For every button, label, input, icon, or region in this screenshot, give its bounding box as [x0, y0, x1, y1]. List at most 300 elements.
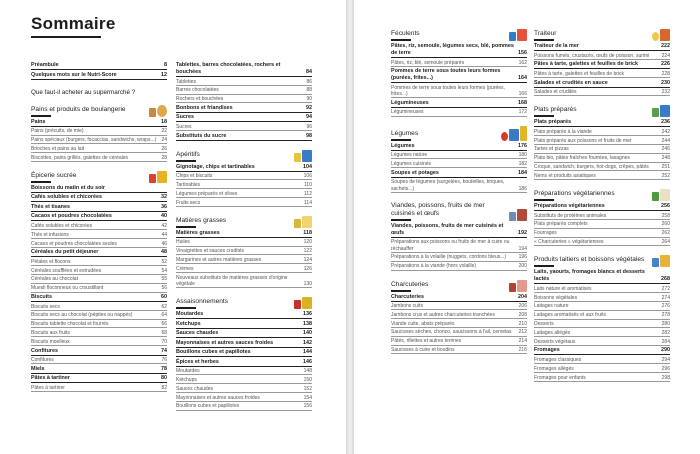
toc-page-number: 262	[661, 230, 670, 237]
toc-entry-label: Fromages allégés	[534, 365, 574, 372]
toc-page-number: 36	[161, 203, 167, 210]
toc-page-number: 62	[161, 303, 167, 310]
toc-entry-label: Laits nature et aromatisés	[534, 285, 592, 292]
toc-subentry[interactable]	[534, 321, 670, 328]
toc-entry-label: Mayonnaises et autres sauces froides	[176, 394, 260, 401]
toc-page-number: 148	[303, 368, 312, 375]
section-rule	[176, 307, 196, 309]
section-icons	[501, 126, 527, 141]
toc-entry[interactable]	[176, 105, 312, 113]
toc-page-number: 42	[161, 222, 167, 229]
section-header	[534, 29, 670, 41]
toc-page-number: 246	[661, 146, 670, 153]
toc-entry-label: « Charcuteries » végétariennes	[534, 239, 604, 246]
toc-entry[interactable]	[534, 119, 670, 127]
toc-page-number: 196	[518, 254, 527, 261]
toc-page-number: 112	[304, 190, 312, 197]
toc-entry[interactable]	[391, 43, 527, 58]
toc-subentry[interactable]	[391, 321, 527, 328]
toc-entry-label: Tablettes, barres chocolatées, rochers et bouchées	[176, 62, 281, 75]
toc-entry-label: Préparations végétariennes	[534, 203, 605, 210]
section-header	[176, 216, 312, 228]
toc-page-number: 154	[303, 394, 312, 401]
jar-icon	[520, 126, 527, 141]
toc-subentry[interactable]	[391, 329, 527, 336]
toc-subentry[interactable]	[31, 128, 167, 135]
toc-entry[interactable]	[176, 359, 312, 367]
toc-subentry[interactable]	[391, 60, 527, 67]
toc-entry-label: Préparations aux poissons ou fruits de mer à cuire ou réchauffer	[391, 239, 510, 252]
toc-entry[interactable]	[176, 62, 312, 77]
toc-subentry[interactable]	[176, 200, 312, 207]
section-icons	[652, 29, 670, 41]
toc-entry[interactable]	[31, 348, 167, 356]
toc-page-number: 162	[518, 59, 527, 66]
section-header	[176, 150, 312, 162]
toc-subentry[interactable]	[31, 312, 167, 319]
toc-entry-label: Miels	[31, 365, 45, 372]
toc-entry-label: Pommes de terre sous toutes leurs formes (purées, frites...)	[391, 68, 501, 82]
toc-page-number: 140	[303, 330, 312, 337]
toc-entry-label: Substituts de protéines animales	[534, 212, 607, 219]
toc-subentry[interactable]	[31, 385, 167, 392]
toc-entry[interactable]	[31, 119, 167, 127]
toc-entry[interactable]	[176, 164, 312, 172]
toc-entry[interactable]	[31, 366, 167, 374]
toc-subentry[interactable]	[31, 357, 167, 364]
toc-column-2	[176, 58, 312, 412]
toc-subentry[interactable]	[534, 173, 670, 180]
toc-page-number: 282	[661, 329, 670, 336]
toc-entry-label: Bouillons cubes et papillotes	[176, 349, 251, 356]
toc-subentry[interactable]	[176, 368, 312, 375]
toc-page-number: 176	[518, 142, 527, 149]
toc-subentry[interactable]	[534, 155, 670, 162]
toc-entry[interactable]	[534, 61, 670, 69]
toc-page-number: 206	[518, 303, 527, 310]
toc-entry[interactable]	[31, 249, 167, 257]
toc-entry-label: Pâtes à tartiner	[31, 375, 70, 382]
rice-box-icon	[517, 29, 527, 41]
section-rule	[534, 115, 554, 117]
toc-subentry[interactable]	[31, 137, 167, 144]
toc-subentry[interactable]	[31, 285, 167, 292]
toc-entry-label: Boissons du matin et du soir	[31, 184, 105, 191]
toc-page-number: 164	[518, 75, 527, 82]
toc-entry-label: Boissons végétales	[534, 294, 578, 301]
toc-page-number: 64	[161, 312, 167, 319]
toc-page-number: 258	[661, 212, 670, 219]
can-icon	[660, 105, 670, 117]
toc-subentry[interactable]	[31, 223, 167, 230]
toc-page-number: 268	[661, 276, 670, 283]
toc-page-number: 152	[303, 385, 312, 392]
toc-entry[interactable]	[534, 203, 670, 211]
toc-entry-label: Légumineuses	[391, 109, 424, 116]
section-title: Pains et produits de boulangerie	[31, 105, 126, 113]
toc-subentry[interactable]	[534, 330, 670, 337]
toc-subentry[interactable]	[534, 53, 670, 60]
toc-page-number: 222	[661, 43, 670, 49]
toc-entry-label: Sauces chaudes	[176, 385, 213, 392]
toc-page-number: 142	[303, 339, 312, 346]
toc-subentry[interactable]	[31, 232, 167, 239]
section-title: Traiteur	[534, 30, 557, 37]
section-title: Épicerie sucrée	[31, 171, 77, 179]
section-title: Légumes	[391, 129, 419, 137]
toc-entry-label: Pâtés, rillettes et autres terrines	[391, 338, 462, 345]
toc-subentry[interactable]	[391, 161, 527, 168]
toc-page-number: 18	[161, 118, 167, 125]
toc-page-number: 32	[161, 194, 167, 201]
toc-subentry[interactable]	[534, 164, 670, 171]
toc-page-number: 80	[161, 375, 167, 382]
toc-page-number: 120	[303, 239, 312, 246]
section-header	[31, 105, 167, 117]
can-icon	[509, 129, 519, 141]
toc-page-number: 28	[161, 154, 167, 161]
toc-entry-label: Plats préparés complets	[534, 221, 588, 228]
toc-entry-label: Chips et biscuits	[176, 173, 213, 180]
toc-entry-label: Laitages aromatisés et aux fruits	[534, 312, 606, 319]
toc-page-number: 298	[661, 374, 670, 381]
toc-entry-label: Tartinables	[176, 181, 201, 188]
toc-subentry[interactable]	[176, 248, 312, 255]
toc-subentry[interactable]	[391, 303, 527, 310]
croissant-icon	[157, 105, 167, 117]
section-rule	[534, 265, 554, 267]
toc-entry-label: Plats bio, pâtes fraîches fourrées, lasagnes	[534, 155, 630, 162]
toc-entry-label: Muesli floconneux ou croustillant	[31, 285, 104, 292]
toc-page-number: 118	[303, 229, 312, 236]
section-title: Assaisonnements	[176, 298, 229, 306]
toc-page-number: 166	[518, 91, 527, 98]
toc-subentry[interactable]	[534, 303, 670, 310]
toc-entry-label: Légumes	[391, 142, 415, 149]
toc-entry-label: Gignotage, chips et tartinables	[176, 163, 255, 170]
sausage-icon	[509, 283, 516, 292]
toc-page-number: 186	[518, 185, 527, 192]
toc-subentry[interactable]	[176, 403, 312, 410]
toc-entry-label: Sucres	[176, 123, 192, 130]
section-rule	[176, 160, 196, 162]
toc-entry-label: Légumes préparés et olives	[176, 190, 238, 197]
toc-subentry[interactable]	[534, 138, 670, 145]
toc-entry-label: Saucisses à cuire et boudins	[391, 347, 455, 354]
toc-subentry[interactable]	[31, 259, 167, 266]
book-gutter	[346, 0, 354, 454]
toc-page-number: 208	[518, 311, 527, 318]
toc-page-number: 244	[661, 137, 670, 144]
toc-entry-label: Céréales soufflées et extrudées	[31, 267, 102, 274]
toc-entry-label: Pétales et flocons	[31, 258, 71, 265]
toc-entry[interactable]	[391, 143, 527, 151]
toc-page-number: 182	[518, 160, 527, 167]
toc-entry-label: Soupes de légumes (surgelées, bouteilles, briques, sachets...)	[391, 179, 505, 192]
toc-entry-label: Pains (précuits, de mie)	[31, 128, 84, 135]
section-header	[391, 280, 527, 292]
toc-entry-label: Biscuits tablette chocolat et fourrés	[31, 321, 109, 328]
section-rule	[391, 290, 411, 292]
toc-entry-label: Pommes de terre sous toutes leurs formes (purées, frites...)	[391, 84, 505, 98]
toc-entry[interactable]	[31, 62, 167, 70]
toc-page-number: 232	[661, 89, 670, 96]
toc-entry[interactable]	[31, 204, 167, 212]
toc-entry[interactable]	[176, 349, 312, 357]
toc-entry-label: Vinaigrettes et sauces crudités	[176, 248, 245, 255]
toc-subentry[interactable]	[391, 152, 527, 159]
section-header	[534, 105, 670, 117]
toc-page-number: 168	[518, 99, 527, 106]
section-header	[534, 189, 670, 201]
oil-bottle-icon	[294, 219, 301, 228]
toc-subentry[interactable]	[31, 276, 167, 283]
toc-entry-label: Jambons cuits	[391, 303, 423, 310]
toc-page-number: 242	[661, 128, 670, 135]
toc-entry[interactable]	[31, 194, 167, 202]
toc-entry-label: Brioches et pains au lait	[31, 145, 85, 152]
toc-entry-label: Pâtes, riz, blé, semoule préparés	[391, 59, 465, 66]
toc-page-number: 226	[661, 61, 670, 68]
toc-subentry[interactable]	[176, 79, 312, 86]
toc-entry-label: Plats préparés aux poissons et fruits de mer	[534, 137, 632, 144]
toc-subentry[interactable]	[176, 87, 312, 94]
toc-subentry[interactable]	[391, 179, 527, 193]
page-title: Sommaire	[31, 14, 116, 33]
toc-subentry[interactable]	[176, 266, 312, 273]
section-icons	[149, 105, 167, 117]
toc-page-number: 251	[661, 164, 670, 171]
toc-entry-label: Viande cuite, abats préparés	[391, 320, 455, 327]
toc-entry-label: Moutardes	[176, 368, 200, 375]
toc-entry-label: Préambule	[31, 62, 59, 68]
toc-column-1	[31, 62, 167, 394]
toc-subentry[interactable]	[176, 386, 312, 393]
section-icons	[652, 105, 670, 117]
toc-subentry[interactable]	[534, 230, 670, 237]
toc-entry-label: Charcuteries	[391, 293, 424, 300]
toc-entry-label: Soupes et potages	[391, 169, 439, 176]
toc-entry[interactable]	[176, 340, 312, 348]
toc-entry-label: Ketchups	[176, 376, 197, 383]
toc-page-number: 70	[161, 338, 167, 345]
toc-entry[interactable]	[391, 170, 527, 178]
toc-page-number: 22	[161, 128, 167, 135]
toc-subentry[interactable]	[534, 339, 670, 346]
toc-subentry[interactable]	[391, 109, 527, 116]
title-underline	[31, 36, 101, 38]
toc-page-number: 60	[161, 294, 167, 301]
toc-entry-label: Légumineuses	[391, 99, 429, 106]
toc-subentry[interactable]	[176, 191, 312, 198]
toc-subentry[interactable]	[31, 155, 167, 162]
toc-entry-label: Nouveaux substituts de matières grasses d'origine végétale	[176, 274, 288, 287]
toc-subentry[interactable]	[31, 304, 167, 311]
toc-page-number: 52	[161, 258, 167, 265]
toc-entry-label: Fromages pour enfants	[534, 374, 586, 381]
toc-subentry[interactable]	[534, 312, 670, 319]
toc-entry-label: Thés et infusions	[31, 231, 69, 238]
toc-subentry[interactable]	[176, 96, 312, 103]
toc-subentry[interactable]	[176, 124, 312, 131]
toc-subentry[interactable]	[176, 239, 312, 246]
toc-entry[interactable]	[31, 213, 167, 221]
toc-entry-label: Confitures	[31, 347, 58, 354]
toc-subentry[interactable]	[391, 263, 527, 270]
section-rule	[534, 199, 554, 201]
toc-subentry[interactable]	[31, 321, 167, 328]
section-header	[391, 29, 527, 41]
section-header	[31, 171, 167, 183]
toc-entry[interactable]	[391, 223, 527, 238]
toc-entry-label: Cafés solubles et chicorées	[31, 222, 93, 229]
toc-page-number: 252	[661, 172, 670, 179]
toc-entry-label: Pains spéciaux (burgers, focaccias, sandwichs, wraps...)	[31, 137, 157, 144]
toc-entry-label: Fromages classiques	[534, 356, 582, 363]
pizza-icon	[660, 29, 670, 41]
toc-page-number: 296	[661, 365, 670, 372]
toc-entry[interactable]	[176, 330, 312, 338]
toc-entry-label: Substituts du sucre	[176, 132, 227, 139]
toc-page-number: 24	[161, 137, 167, 144]
ketchup-icon	[294, 300, 301, 309]
toc-entry[interactable]	[176, 133, 312, 141]
toc-page-number: 78	[161, 365, 167, 372]
toc-entry[interactable]	[391, 68, 527, 83]
section-header	[534, 255, 670, 267]
toc-page-number: 212	[518, 329, 527, 336]
toc-entry-label: Bonbons et friandises	[176, 104, 233, 111]
toc-entry[interactable]	[534, 269, 670, 284]
toc-page-number: 110	[304, 181, 312, 188]
toc-subentry[interactable]	[534, 295, 670, 302]
toc-entry-label: Biscuits aux fruits	[31, 329, 70, 336]
toc-subentry[interactable]	[534, 221, 670, 228]
toc-entry[interactable]	[176, 114, 312, 122]
toc-entry[interactable]	[31, 185, 167, 193]
toc-page-number: 48	[161, 249, 167, 256]
question-heading: Que faut-il acheter au supermarché ?	[31, 88, 136, 96]
right-page	[354, 0, 700, 454]
milk-carton-icon	[652, 258, 659, 267]
toc-subentry[interactable]	[534, 71, 670, 78]
section-icons	[294, 216, 312, 228]
section-icons	[294, 297, 312, 309]
toc-entry[interactable]	[534, 347, 670, 355]
toc-subentry[interactable]	[31, 241, 167, 248]
toc-entry[interactable]	[391, 100, 527, 108]
toc-subentry[interactable]	[534, 286, 670, 293]
toc-subentry[interactable]	[391, 312, 527, 319]
toc-page-number: 294	[661, 356, 670, 363]
toc-entry-label: Desserts	[534, 321, 554, 328]
toc-page-number: 8	[164, 62, 167, 68]
section-header	[391, 202, 527, 221]
section-rule	[391, 139, 411, 141]
toc-entry[interactable]	[534, 43, 670, 51]
toc-entry[interactable]	[176, 311, 312, 319]
toc-subentry[interactable]	[176, 395, 312, 402]
toc-subentry[interactable]	[534, 213, 670, 220]
toc-page-number: 144	[303, 349, 312, 356]
pasta-box-icon	[509, 32, 516, 41]
toc-entry-label: Laitages nature	[534, 303, 569, 310]
toc-page-number: 228	[661, 70, 670, 77]
toc-page-number: 172	[518, 109, 527, 116]
toc-subentry[interactable]	[534, 357, 670, 364]
toc-subentry[interactable]	[31, 268, 167, 275]
toc-subentry[interactable]	[31, 339, 167, 346]
toc-subentry[interactable]	[176, 377, 312, 384]
toc-subentry[interactable]	[534, 89, 670, 96]
toc-page-number: 92	[306, 104, 312, 111]
left-page	[0, 0, 346, 454]
section-title: Charcuteries	[391, 280, 429, 288]
toc-entry[interactable]	[534, 80, 670, 88]
toc-subentry[interactable]	[534, 129, 670, 136]
toc-entry-label: Cacaos et poudres chocolatées	[31, 213, 112, 220]
toc-entry-label: Pâtes, riz, semoule, légumes secs, blé, pommes de terre	[391, 43, 514, 56]
toc-subentry[interactable]	[534, 366, 670, 373]
toc-page-number: 26	[161, 145, 167, 152]
toc-entry-label: Tablettes	[176, 78, 197, 85]
section-icons	[509, 209, 527, 221]
toc-page-number: 104	[303, 163, 312, 170]
toc-entry[interactable]	[176, 230, 312, 238]
toc-page-number: 66	[161, 321, 167, 328]
toc-subentry[interactable]	[176, 182, 312, 189]
toc-page-number: 272	[661, 285, 670, 292]
toc-entry[interactable]	[31, 375, 167, 383]
toc-subentry[interactable]	[176, 257, 312, 264]
jar-icon	[157, 171, 167, 183]
section-icons	[652, 189, 670, 201]
toc-entry-label: Jambons crus et autres charcuteries tranchées	[391, 311, 495, 318]
toc-subentry[interactable]	[31, 146, 167, 153]
toc-page-number: 150	[303, 376, 312, 383]
toc-subentry[interactable]	[534, 146, 670, 153]
toc-subentry[interactable]	[391, 254, 527, 261]
butter-icon	[302, 216, 312, 228]
toc-entry[interactable]	[391, 294, 527, 302]
toc-entry[interactable]	[31, 72, 167, 80]
toc-page-number: 204	[518, 293, 527, 300]
toc-subentry[interactable]	[391, 239, 527, 253]
toc-entry-label: Pains	[31, 118, 46, 125]
toc-entry-label: Viandes, poissons, fruits de mer cuisinés et œufs	[391, 222, 504, 236]
toc-page-number: 44	[161, 231, 167, 238]
toc-subentry[interactable]	[534, 239, 670, 246]
section-header	[176, 297, 312, 309]
toc-subentry[interactable]	[176, 173, 312, 180]
toc-page-number: 274	[661, 294, 670, 301]
toc-entry[interactable]	[176, 321, 312, 329]
toc-subentry[interactable]	[31, 330, 167, 337]
toc-entry[interactable]	[31, 294, 167, 302]
toc-subentry[interactable]	[391, 85, 527, 99]
toc-page-number: 276	[661, 303, 670, 310]
steak-icon	[517, 209, 527, 221]
toc-subentry[interactable]	[391, 347, 527, 354]
toc-entry-label: Céréales au chocolat	[31, 276, 78, 283]
section-icons	[509, 280, 527, 292]
toc-subentry[interactable]	[391, 338, 527, 345]
toc-entry-label: Huiles	[176, 239, 190, 246]
toc-page-number: 194	[518, 245, 527, 252]
toc-page-number: 88	[306, 87, 312, 94]
toc-subentry[interactable]	[534, 375, 670, 382]
toc-subentry[interactable]	[176, 275, 312, 289]
